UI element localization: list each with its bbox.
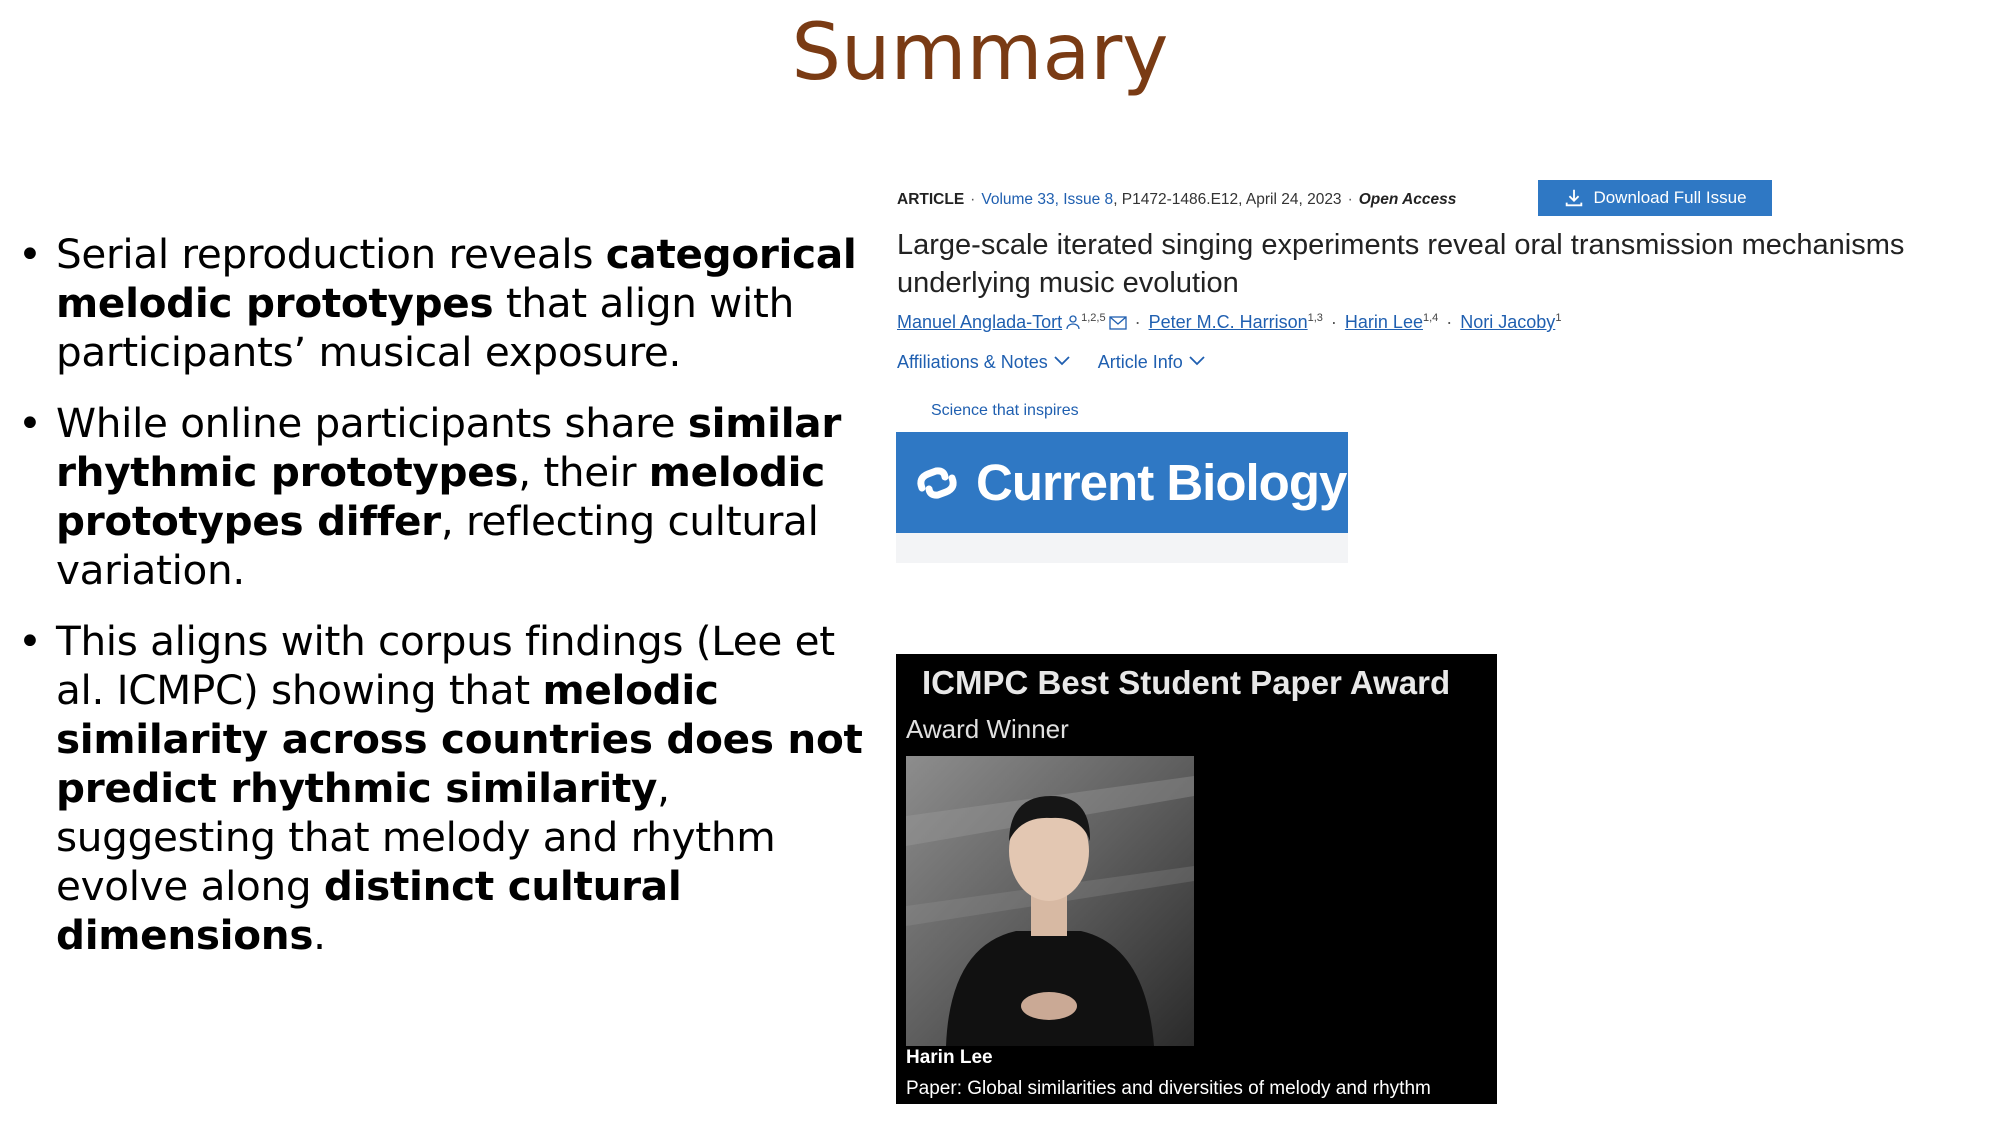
open-access-label: Open Access xyxy=(1358,191,1457,208)
summary-bullet xyxy=(18,230,868,377)
bullet-dot: • xyxy=(18,230,42,278)
bullet-text: , their xyxy=(518,448,649,496)
bullet-text: This aligns with corpus findings (Lee et al. ICMPC) showing that xyxy=(56,617,835,714)
summary-bullet xyxy=(18,399,868,595)
download-icon xyxy=(1563,187,1585,209)
bullet-emphasis: melodic similarity across countries does not predict rhythmic similarity xyxy=(56,666,863,812)
summary-bullet-list xyxy=(18,230,868,982)
affiliations-dropdown[interactable]: Affiliations & Notes xyxy=(897,352,1070,372)
bullet-emphasis: distinct cultural dimensions xyxy=(56,862,682,959)
article-meta: ARTICLE · Volume 33, Issue 8, P1472-1486.E12, April 24, 2023 · Open Access xyxy=(897,191,1457,208)
bullet-emphasis: melodic prototypes differ xyxy=(56,448,825,545)
author-link[interactable]: Nori Jacoby xyxy=(1460,312,1556,332)
person-icon xyxy=(1065,314,1081,330)
bullet-emphasis: categorical melodic prototypes xyxy=(56,230,857,327)
bullet-text: , reflecting cultural variation. xyxy=(56,497,819,594)
bullet-emphasis: similar rhythmic prototypes xyxy=(56,399,842,496)
journal-name: Current Biology xyxy=(976,454,1347,511)
chevron-down-icon xyxy=(1054,356,1070,366)
article-links-row xyxy=(897,352,1233,373)
bullet-text: Serial reproduction reveals xyxy=(56,230,606,278)
slide-title: Summary xyxy=(791,8,1169,98)
author-link[interactable]: Harin Lee xyxy=(1344,312,1423,332)
author-link[interactable]: Peter M.C. Harrison xyxy=(1148,312,1308,332)
award-subheading: Award Winner xyxy=(906,714,1069,744)
bullet-text: . xyxy=(313,911,326,959)
bullet-text: that align with participants’ musical exposure. xyxy=(56,279,794,376)
journal-tagline: Science that inspires xyxy=(931,402,1079,419)
article-type: ARTICLE xyxy=(897,191,965,208)
winner-photo xyxy=(906,756,1194,1046)
download-full-issue-button[interactable] xyxy=(1538,180,1772,216)
bullet-text: , suggesting that melody and rhythm evolve along xyxy=(56,764,776,910)
journal-banner[interactable] xyxy=(896,432,1348,533)
bullet-dot: • xyxy=(18,617,42,665)
bullet-text: While online participants share xyxy=(56,399,688,447)
email-icon[interactable] xyxy=(1109,316,1127,330)
author-link[interactable]: Manuel Anglada-Tort xyxy=(897,312,1063,332)
journal-logo-icon xyxy=(912,458,962,508)
winner-paper: Paper: Global similarities and diversities of melody and rhythm xyxy=(906,1078,1431,1099)
bullet-dot: • xyxy=(18,399,42,447)
pages-date: , P1472-1486.E12, April 24, 2023 xyxy=(1113,191,1342,208)
article-info-dropdown[interactable]: Article Info xyxy=(1098,352,1205,372)
volume-issue-link[interactable]: Volume 33, Issue 8 xyxy=(981,191,1114,208)
journal-banner-footer xyxy=(896,533,1348,563)
chevron-down-icon xyxy=(1189,356,1205,366)
summary-bullet xyxy=(18,617,868,960)
download-button-label: Download Full Issue xyxy=(1593,188,1747,207)
award-heading: ICMPC Best Student Paper Award xyxy=(922,664,1451,701)
author-list: Manuel Anglada-Tort $^{1,2,5}$ · Peter M.C. Harrison$^{1,3}$ · Harin Lee$^{1,4}$ · Nori Jacoby$^1$ xyxy=(897,312,1562,332)
winner-name: Harin Lee xyxy=(906,1047,993,1068)
article-title: Large-scale iterated singing experiments reveal oral transmission mechanisms underlying music evolution xyxy=(897,229,1905,299)
award-card xyxy=(896,654,1497,1104)
